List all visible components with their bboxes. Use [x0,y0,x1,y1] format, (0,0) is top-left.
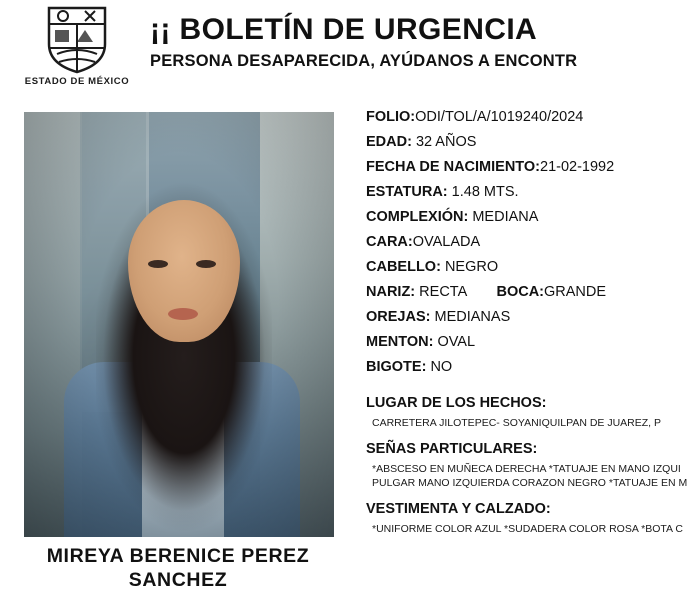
poster-header [0,0,696,100]
field-estatura [366,185,696,200]
section-senas-particulares-title: SEÑAS PARTICULARES: [366,441,538,458]
field-bigote-value: NO [430,359,453,375]
section-senas-particulares [366,441,696,490]
section-senas-particulares-line-2: PULGAR MANO IZQUIERDA CORAZON NEGRO *TATUAJE EN M [372,477,688,490]
crest-label: ESTADO DE MÉXICO [24,76,130,87]
field-nariz-boca [366,285,696,300]
section-vestimenta-calzado [366,501,696,536]
person-details [366,110,696,548]
field-orejas [366,310,696,325]
field-cabello-label: CABELLO: [366,259,441,275]
field-cabello-value: NEGRO [444,259,499,275]
field-orejas-value: MEDIANAS [434,309,511,325]
section-lugar-hechos [366,395,696,430]
field-menton [366,335,696,350]
field-menton-value: OVAL [437,334,476,350]
field-menton-label: MENTON: [366,334,434,350]
field-cara-value: OVALADA [412,234,481,250]
field-fecha-nacimiento-value: 21-02-1992 [540,159,615,175]
section-vestimenta-calzado-title: VESTIMENTA Y CALZADO: [366,501,551,518]
field-folio [366,110,696,125]
field-complexion-value: MEDIANA [472,209,539,225]
header-titles [150,14,696,71]
field-bigote [366,360,696,375]
field-fecha-nacimiento [366,160,696,175]
person-name: MIREYA BERENICE PEREZ SANCHEZ [46,545,310,592]
coat-of-arms-icon [45,4,109,74]
field-cara-label: CARA: [366,234,413,250]
crest-block [22,4,132,87]
field-boca-value: GRANDE [544,284,607,300]
field-edad-label: EDAD: [366,134,412,150]
section-lugar-hechos-title: LUGAR DE LOS HECHOS: [366,395,547,411]
field-folio-value: ODI/TOL/A/1019240/2024 [415,109,584,125]
field-edad-value: 32 AÑOS [415,134,477,150]
field-cabello [366,260,696,275]
missing-person-photo [24,112,334,537]
field-bigote-label: BIGOTE: [366,359,427,375]
field-estatura-value: 1.48 MTS. [451,184,519,200]
field-complexion-label: COMPLEXIÓN: [366,209,469,225]
section-senas-particulares-line-1: *ABSCESO EN MUÑECA DERECHA *TATUAJE EN MANO IZQUI [372,463,681,476]
field-edad [366,135,696,150]
spacer [366,385,696,393]
poster-title: ¡¡ BOLETÍN DE URGENCIA [150,13,538,46]
section-vestimenta-calzado-line-1: *UNIFORME COLOR AZUL *SUDADERA COLOR ROSA *BOTA C [372,523,683,536]
field-nariz-label: NARIZ: [366,284,416,300]
field-estatura-label: ESTATURA: [366,184,448,200]
field-boca-label: BOCA: [496,284,545,300]
field-fecha-nacimiento-label: FECHA DE NACIMIENTO: [366,159,540,175]
field-complexion [366,210,696,225]
field-nariz-value: RECTA [419,284,467,300]
poster-subtitle: PERSONA DESAPARECIDA, AYÚDANOS A ENCONTR [150,51,578,70]
photo-vignette [24,112,334,537]
field-folio-label: FOLIO: [366,109,416,125]
section-lugar-hechos-line-1: CARRETERA JILOTEPEC- SOYANIQUILPAN DE JUAREZ, P [372,417,662,429]
field-cara [366,235,696,250]
field-orejas-label: OREJAS: [366,309,431,325]
photo-image [24,112,334,537]
